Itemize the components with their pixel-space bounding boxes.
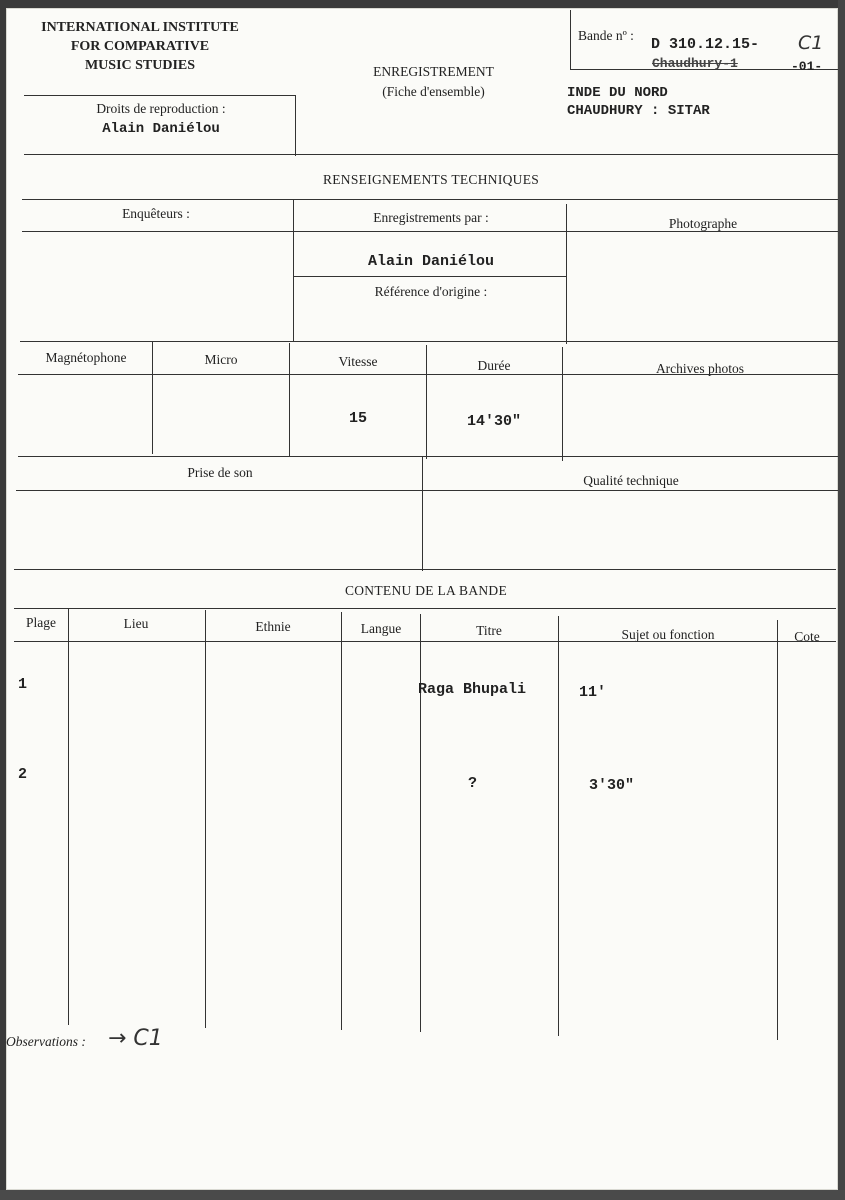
institute-line-2: FOR COMPARATIVE [70,39,210,54]
institute-name [20,18,260,75]
col-plage: Plage [26,615,56,630]
reference-label: Référence d'origine : [374,284,488,299]
contents-section-title: CONTENU DE LA BANDE [344,583,508,598]
rights-value: Alain Daniélou [102,121,220,137]
tech-section-title: RENSEIGNEMENTS TECHNIQUES [322,172,540,187]
qualite-technique-label: Qualité technique [583,473,679,488]
row-2-plage: 2 [18,766,28,783]
bande-strikethrough: Chaudhury-1 [652,56,738,71]
institute-line-1: INTERNATIONAL INSTITUTE [41,20,239,35]
col-sujet: Sujet ou fonction [621,627,715,642]
institute-line-3: MUSIC STUDIES [84,58,196,73]
row-2-sujet: 3'30" [589,777,635,794]
row-1-plage: 1 [18,676,28,693]
bande-handwritten: C1 [798,32,824,54]
enregistrements-value: Alain Daniélou [367,253,495,270]
col-ethnie: Ethnie [255,619,291,634]
col-cote: Cote [794,629,820,644]
prise-de-son-label: Prise de son [187,465,253,480]
rights-label: Droits de reproduction : [96,101,226,116]
bande-number: D 310.12.15- [651,36,760,53]
archives-photos-label: Archives photos [655,361,745,376]
observations-label: Observations : [6,1034,86,1049]
observations-value: → C1 [108,1026,163,1051]
form-subtitle: (Fiche d'ensemble) [382,84,485,99]
bande-label: Bande nº : [578,28,634,43]
col-titre: Titre [476,623,502,638]
form-title: ENREGISTREMENT [373,64,494,79]
row-1-sujet: 11' [579,684,607,701]
vitesse-label: Vitesse [338,354,378,369]
scan-edge-right [838,0,845,1200]
enregistrements-label: Enregistrements par : [373,210,489,225]
performer: CHAUDHURY : SITAR [567,103,710,119]
record-sheet [6,8,838,1190]
duree-label: Durée [477,358,511,373]
duree-value: 14'30" [466,413,521,430]
row-2-titre: ? [468,775,478,792]
col-langue: Langue [360,621,402,636]
enqueteurs-label: Enquêteurs : [122,206,190,221]
row-1-titre: Raga Bhupali [418,681,527,698]
vitesse-value: 15 [348,410,367,427]
region: INDE DU NORD [567,85,668,101]
magnetophone-label: Magnétophone [45,350,127,365]
micro-label: Micro [204,352,238,367]
photographe-label: Photographe [668,216,738,231]
bande-suffix: -01- [791,59,823,74]
col-lieu: Lieu [123,616,149,631]
scan-edge-bottom [0,1190,845,1200]
